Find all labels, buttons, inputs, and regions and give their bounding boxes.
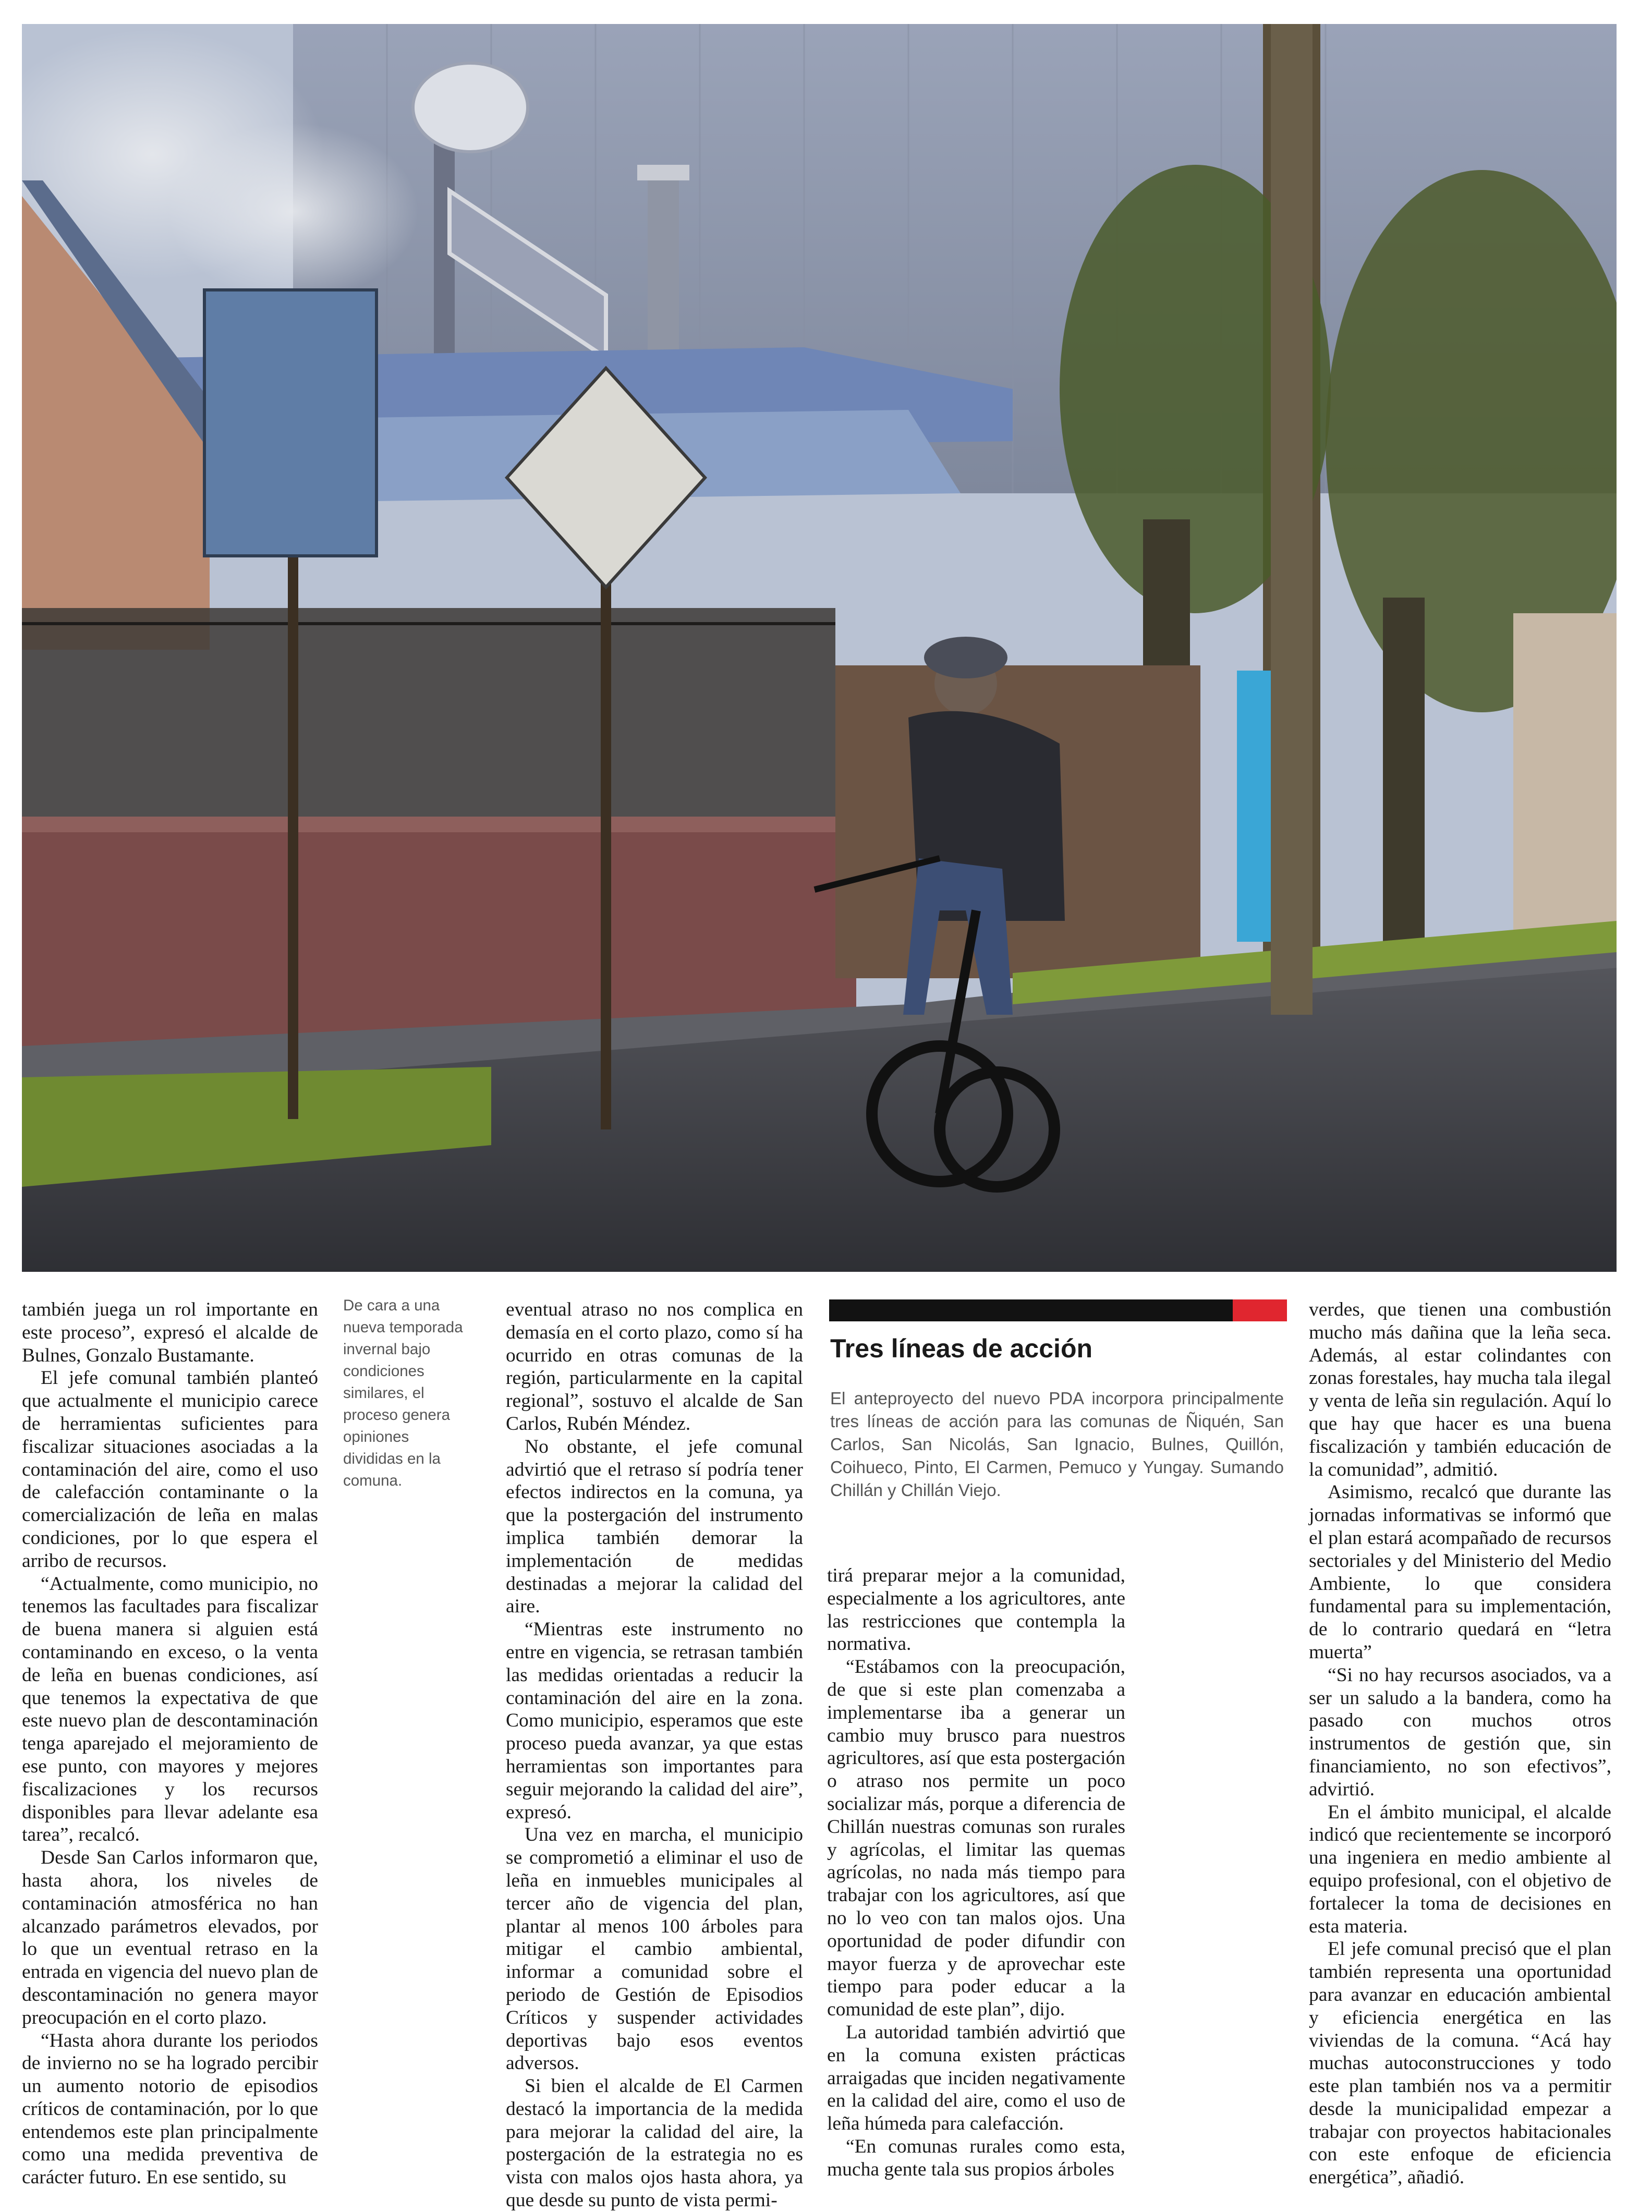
- rule-black: [829, 1299, 1233, 1321]
- paragraph: No obstante, el jefe comunal advirtió que el retraso sí podría tener efectos indirectos en la comuna, ya que la postergación del instrumento implica también demorar la implementación de medidas destinadas a mejorar la calidad del aire.: [506, 1436, 803, 1618]
- article-column-1: [22, 1298, 318, 2189]
- street-scene-illustration: [22, 24, 1617, 1272]
- paragraph: La autoridad también advirtió que en la comuna existen prácticas arraigadas que inciden negativamente en la calidad del aire, como el uso de leña húmeda para calefacción.: [827, 2021, 1125, 2135]
- box-body: El anteproyecto del nuevo PDA incorpora principalmente tres líneas de acción para las comunas de Ñiquén, San Carlos, San Nicolás, San Ignacio, Bulnes, Quillón, Coihueco, Pinto, El Carmen, Pemuco y Yungay. Sumando Chillán y Chillán Viejo.: [830, 1389, 1284, 1500]
- article-photo: [22, 24, 1617, 1272]
- paragraph: “En comunas rurales como esta, mucha gente tala sus propios árboles: [827, 2135, 1125, 2180]
- paragraph: En el ámbito municipal, el alcalde indicó que recientemente se incorporó una ingeniera en medio ambiente al equipo profesional, con el objetivo de fortalecer la toma de decisiones en esta materia.: [1309, 1801, 1611, 1937]
- paragraph: Si bien el alcalde de El Carmen destacó la importancia de la medida para mejorar la calidad del aire, la postergación de la estrategia no es vista con malos ojos hasta ahora, ya que desde su punto de vista permi-: [506, 2075, 803, 2211]
- paragraph: verdes, que tienen una combustión mucho más dañina que la leña seca. Además, al estar colindantes con zonas forestales, hay mucha tala ilegal y venta de leña sin regulación. Aquí lo que hay que hacer es una buena fiscalización y también educación de la comunidad”, admitió.: [1309, 1299, 1611, 1480]
- box-header-rule: [829, 1299, 1287, 1321]
- article-column-4: [1309, 1298, 1611, 2189]
- paragraph: “Estábamos con la preocupación, de que si este plan comenzaba a implementarse iba a generar un cambio muy brusco para nuestros agricultores, así que esta postergación o atraso nos permite un poco socializar más, porque a diferencia de Chillán nuestras comunas son rurales y agrícolas, el limitar las quemas agrícolas, no nada más tiempo para trabajar con los agricultores, así que no lo veo con tan malos ojos. Una oportunidad de poder difundir con mayor fuerza y de aprovechar este tiempo para poder educar a la comunidad de este plan”, dijo.: [827, 1656, 1125, 2021]
- rule-red: [1233, 1299, 1287, 1321]
- paragraph: “Hasta ahora durante los periodos de invierno no se ha logrado percibir un aumento notorio de episodios críticos de contaminación, por lo que entendemos este plan principalmente como una medida preventiva de carácter futuro. En ese sentido, su: [22, 2029, 318, 2189]
- paragraph: eventual atraso no nos complica en demasía en el corto plazo, como sí ha ocurrido en otras comunas de la región, particularmente en la capital regional”, sostuvo el alcalde de San Carlos, Rubén Méndez.: [506, 1299, 803, 1435]
- article-column-2: [506, 1298, 803, 2212]
- paragraph: también juega un rol importante en este proceso”, expresó el alcalde de Bulnes, Gonzalo Bustamante.: [22, 1299, 318, 1366]
- paragraph: “Mientras este instrumento no entre en vigencia, se retrasan también las medidas orientadas a reducir la contaminación del aire en la zona. Como municipio, esperamos que este proceso pueda avanzar, ya que estas herramientas son importantes para seguir mejorando la calidad del aire”, expresó.: [506, 1619, 803, 1823]
- paragraph: El jefe comunal también planteó que actualmente el municipio carece de herramientas suficientes para fiscalizar situaciones asociadas a la contaminación del aire, como el uso de calefacción contaminante o la comercialización de leña en malas condiciones, por lo que espera el arribo de recursos.: [22, 1367, 318, 1572]
- article-column-3: [827, 1564, 1125, 2181]
- paragraph: Asimismo, recalcó que durante las jornadas informativas se informó que el plan estará acompañado de recursos sectoriales y del Ministerio del Medio Ambiente, lo que considera fundamental para su implementación, de lo contrario quedará en “letra muerta”: [1309, 1481, 1611, 1663]
- paragraph: tirá preparar mejor a la comunidad, especialmente a los agricultores, ante las restricciones que contempla la normativa.: [827, 1565, 1125, 1655]
- paragraph: “Actualmente, como municipio, no tenemos las facultades para fiscalizar de buena manera si alguien está contaminando en exceso, o la venta de leña en buenas condiciones, así que tenemos la expectativa de que este nuevo plan de descontaminación tenga aparejado el mejoramiento de ese punto, con mayores y mejores fiscalizaciones y los recursos disponibles para llevar adelante esa tarea”, recalcó.: [22, 1573, 318, 1846]
- photo-caption: De cara a una nueva temporada invernal bajo condiciones similares, el proceso genera opiniones divididas en la comuna.: [343, 1297, 463, 1489]
- paragraph: Desde San Carlos informaron que, hasta ahora, los niveles de contaminación atmosférica no han alcanzado parámetros elevados, por lo que un eventual retraso en la entrada en vigencia del nuevo plan de descontaminación no genera mayor preocupación en el corto plazo.: [22, 1847, 318, 2028]
- box-title: Tres líneas de acción: [830, 1334, 1093, 1363]
- paragraph: Una vez en marcha, el municipio se comprometió a eliminar el uso de leña en inmuebles municipales al tercer año de vigencia del plan, plantar al menos 100 árboles para mitigar el cambio ambiental, informar a comunidad sobre el periodo de Gestión de Episodios Críticos y suspender actividades deportivas bajo esos eventos adversos.: [506, 1824, 803, 2074]
- paragraph: “Si no hay recursos asociados, va a ser un saludo a la bandera, como ha pasado con muchos otros instrumentos de gestión que, sin financiamiento, no son efectivos”, advirtió.: [1309, 1664, 1611, 1800]
- paragraph: El jefe comunal precisó que el plan también representa una oportunidad para avanzar en educación ambiental y eficiencia energética en las viviendas de la comuna. “Acá hay muchas autoconstrucciones y todo este plan también nos va a permitir desde la municipalidad empezar a trabajar con proyectos habitacionales con este enfoque de eficiencia energética”, añadió.: [1309, 1938, 1611, 2189]
